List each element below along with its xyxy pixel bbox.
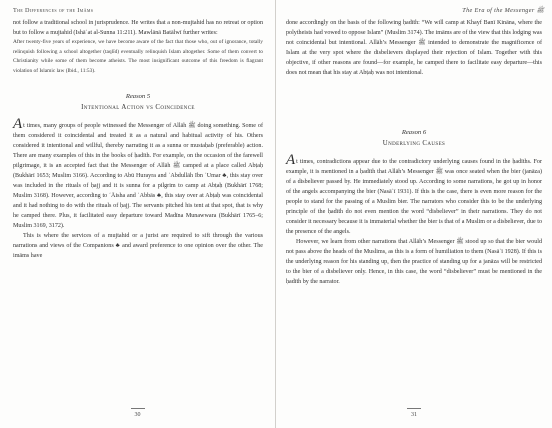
left-section-paragraph-1-text: t times, many groups of people witnessed the Messenger of Allāh ﷺ doing something. Some of them considered it coincidental and treated it as a natural and habitual activity of his. Others considered it intentional and willful, thereby narrating it as a sunna or mustaḥab (preferable) action. There are many examples of this in the books of ḥadīth. For example, on the occasion of the farewell pilgrimage, it is an accepted fact that the Messenger of Allāh ﷺ camped at a place called Abṭaḥ (Bukhārī 1653; Muslim 3166). According to Abū Hurayra and ʿAbdullāh Ibn ʿUmar ♣, this stay over was included in the rituals of ḥajj and it is sunna for a pilgrim to camp at Abṭaḥ (Bukhārī 1768; Muslim 3168). However, according to ʿĀisha and ʿAbbās ♣, this stay over at Abṭaḥ was coincidental and it had nothing to do with the rituals of ḥajj. The servants pitched his tent at that spot, that is why he camped there. Plus, it facilitated easy departure toward Madīna Munawwara (Bukhārī 1765–6; Muslim 3169, 3172). [13, 123, 263, 230]
dropcap-right: A [286, 152, 296, 168]
section-title-left: Intentional Action vs Coincidence [81, 104, 195, 112]
folio-rule-left [131, 408, 145, 409]
right-page [276, 0, 552, 428]
left-opening-paragraph: not follow a traditional school in jurisprudence. He writes that a non-mujtahid has no retreat or option but to follow a mujtahid (Ishāʿat al-Sunna 11:211). Mawlānā Batālwī further writes: [13, 20, 263, 36]
block-quote: After twenty-five years of experience, we have become aware of the fact that those who, out of ignorance, totally relinquish following a school altogether (taqlīd) eventually relinquish Islam altogether. Some of them convert to Christianity while some of them become atheists. The most insignificant outcome of this freedom is flagrant violation of Islamic law (Ibid., 11:53). [13, 39, 263, 74]
page-number-left [0, 408, 275, 418]
left-section-paragraph-2: This is where the services of a mujtahid or a jurist are required to sift through the various narrations and views of the Companions ♣ and award preference to one opinion over the other. The imāms have [13, 233, 263, 260]
section-number-left: Reason 5 [125, 93, 151, 101]
running-head-right: The Era of the Messenger ﷺ [462, 7, 544, 14]
right-section-paragraph-1 [286, 152, 542, 237]
page-number-right [276, 408, 552, 418]
section-number-right: Reason 6 [401, 129, 427, 136]
left-section-paragraph-1 [13, 116, 263, 231]
running-head-left: The Differences of the Imāms [13, 7, 94, 14]
right-section-paragraph-2: However, we learn from other narrations that Allāh’s Messenger ﷺ stood up so that the bier would not pass above the heads of the Muslims, as this is a form of humiliation to them (Nasāʾī 1928). If this is the underlying reason for his standing up, then the practice of standing up for a janāza will be restricted to the bier of a disbeliever only. Hence, in this case, the word “disbeliever” must be mentioned in the ḥadīth by the narrator. [286, 239, 542, 285]
left-page-body [13, 18, 263, 261]
dropcap-left: A [13, 116, 23, 133]
page-number-right-text: 31 [411, 412, 417, 418]
right-opening-paragraph: done accordingly on the basis of the following ḥadīth: “We will camp at Khayf Banī Kināna, where the polytheists had vowed to oppose Islam” (Muslim 3174). The imāms are of the view that this lodging was not coincidental but intentional. Allāh’s Messenger ﷺ intended to demonstrate the magnificence of Islam at the very spot where the disbelievers displayed their rejection of Islam. Together with this objective, if other reasons are found—for example, he camped there to facilitate easy departure—this does not mean that his stay at Abṭaḥ was not intentional. [286, 20, 542, 76]
right-section-paragraph-1-text: t times, contradictions appear due to the contradictory underlying causes found in the ḥadīths. For example, it is mentioned in a ḥadīth that Allāh’s Messenger ﷺ was once seated when the bier (janāza) of a disbeliever passed by. He immediately stood up. According to some narrations, he got up in honor of the angels accompanying the bier (Nasāʾī 1931). If this is the case, there is even more reason for the people to stand for the passing of a Muslim bier. The narrators who consider this to be the underlying principle of the ḥadīth do not even mention the word “disbeliever” in their narrations. They do not consider it necessary because it is immaterial whether the bier is that of a Muslim or a disbeliever, due to the presence of the angels. [286, 159, 542, 235]
right-page-body [286, 18, 542, 287]
folio-rule-right [407, 408, 421, 409]
section-title-right: Underlying Causes [382, 140, 446, 147]
page-number-left-text: 30 [134, 412, 141, 418]
